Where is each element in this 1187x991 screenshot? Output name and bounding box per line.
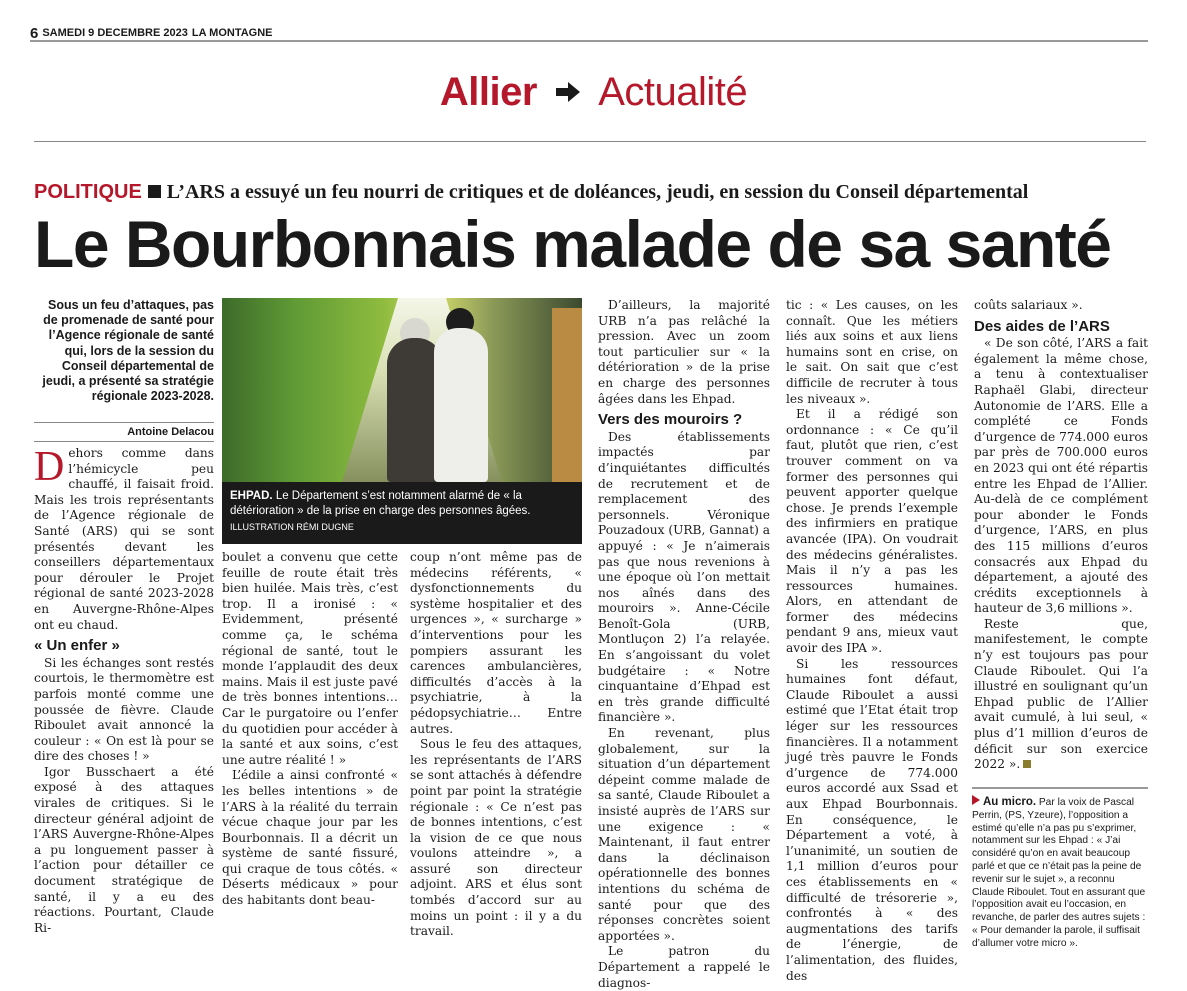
- kicker-tag: POLITIQUE: [34, 181, 142, 203]
- info-text: Par la voix de Pascal Perrin, (PS, Yzeure), l’opposition a estimé qu’elle n’a pas pu s’exprimer, notamment sur les Ehpad : « J’ai considéré qu’on en avait beaucoup parlé et que ce n’était pas la peine de revenir sur le sujet », a reconnu Claude Riboulet. Tout en assurant que l’opposition avait eu l’occasion, en revanche, de parler des autres sujets : « Pour demander la parole, il suffisait d’allumer votre micro ».: [972, 797, 1146, 949]
- paragraph: Et il a rédigé son ordonnance : « Ce qu’il faut, plutôt que rien, c’est trouver comment on va former des personnes qui peuvent apporter quelque chose. Je prends l’exemple des infirmiers en pratique avancée (IPA). On voudrait des médecins généralistes. Mais il n’y a pas les ressources humaines. Alors, en attendant de former des médecins pendant 9 ans, mieux vaut avoir des IPA ».: [786, 407, 958, 656]
- kicker-text: L’ARS a essuyé un feu nourri de critiques et de doléances, jeudi, en session du Conseil départemental: [166, 181, 1029, 203]
- paragraph: « De son côté, l’ARS a fait également la même chose, a tenu à contextualiser Raphaël Glabi, directeur Autonomie de l’ARS. Elle a complété ce Fonds d’urgence de 774.000 euros par près de 700.000 euros en 2023 qui ont été répartis entre les Ehpad de l’Allier. Au-delà de ce complément pour abonder le Fonds d’urgence, l’ARS, en plus des 115 millions d’euros consacrés aux Ehpad du département, a ajouté des crédits exceptionnels à hauteur de 3,6 millions ».: [974, 336, 1148, 616]
- end-mark-icon: [1023, 760, 1031, 768]
- article-lead: Sous un feu d’attaques, pas de promenade de santé pour l’Agence régionale de santé qui, lors de la session du Conseil départemental de jeudi, a présenté sa stratégie régionale 2023-2028.: [42, 298, 214, 404]
- paragraph: ehors comme dans l’hémicycle peu chauffé, il faisait froid. Mais les trois représentants de l’Agence régionale de Santé (ARS) qui se sont présentés devant les conseillers départementaux pour dérouler le Projet régional de santé 2023-2028 en Auvergne-Rhône-Alpes ont eu chaud.: [34, 446, 214, 632]
- paragraph: coûts salariaux ».: [974, 298, 1083, 312]
- article-column-2: [222, 550, 398, 909]
- article-column-6: [974, 298, 1148, 773]
- divider: [34, 141, 1146, 142]
- article-photo: [222, 298, 582, 482]
- section-rubric: [0, 70, 1187, 115]
- subheading: « Un enfer »: [34, 637, 120, 655]
- paragraph: Reste que, manifestement, le compte n’y est toujours pas pour Claude Riboulet. Qui l’a illustré en soulignant qu’un Ehpad public de l’Allier avait cumulé, à lui seul, « plus d’1 million d’euros de déficit sur son exercice 2022 ».: [974, 616, 1148, 772]
- page-date: SAMEDI 9 DECEMBRE 2023: [42, 27, 188, 39]
- arrow-right-icon: [972, 795, 980, 805]
- photo-caption: [222, 482, 582, 544]
- page-number: 6: [30, 24, 39, 42]
- paragraph: Si les ressources humaines font défaut, Claude Riboulet a aussi estimé que l’Etat était trop léger sur les ressources financières. Il a notamment jugé très pauvre le Fonds d’urgence de 774.000 euros accordé aux Ssad et aux Ehpad Bourbonnais. En conséquence, le Département a voté, à l’unanimité, un soutien de 1,1 million d’euros pour ces établissements en « difficulté de trésorerie », confrontés à « des augmentations des tarifs de l’énergie, de l’alimentation, des fluides, des: [786, 656, 958, 983]
- subheading: Vers des mouroirs ?: [598, 411, 743, 429]
- paragraph: L’édile a ainsi confronté « les belles intentions » de l’ARS à la réalité du terrain vécue chaque jour par les Bourbonnais. Il a décrit un système de santé fissuré, qui craque de tous côtés. « Déserts médicaux » pour des habitants dont beau-: [222, 768, 398, 908]
- article-column-3: [410, 550, 582, 940]
- paragraph: Sous le feu des attaques, les représentants de l’ARS se sont attachés à défendre point par point la stratégie régionale : « Ce n’est pas de bonnes intentions, c’est la vision de ce que nous voulons atteindre », a assuré son directeur adjoint. ARS et élus sont tombés d’accord sur au moins un point : il y a du travail.: [410, 737, 582, 939]
- info-box: [972, 787, 1148, 951]
- paragraph: D’ailleurs, la majorité URB n’a pas relâché la pression. Avec un zoom tout particulier sur « la détérioration » de la prise en charge des personnes âgées dans les Ehpad.: [598, 298, 770, 406]
- article-column-5: [786, 298, 958, 984]
- paragraph: Le patron du Département a rappelé le diagnos-: [598, 944, 770, 990]
- newspaper-name: LA MONTAGNE: [191, 27, 273, 39]
- rubric-section: Actualité: [598, 70, 748, 114]
- paragraph: En revenant, plus globalement, sur la situation d’un département dépeint comme malade de sa santé, Claude Riboulet a insisté auprès de l’ARS sur une exigence : « Maintenant, il faut entrer dans la déclinaison opérationnelle des bonnes intentions du schéma de santé pour que des réponses concrètes soient apportées ».: [598, 726, 770, 943]
- caption-text: Le Département s’est notamment alarmé de « la détérioration » de la prise en charge des personnes âgées.: [230, 490, 531, 517]
- rubric-region: Allier: [439, 70, 537, 114]
- paragraph: boulet a convenu que cette feuille de route était très bien huilée. Mais très, c’est trop. Il a ironisé : « Evidemment, présenté comme ça, le schéma régional de santé, tout le monde l’applaudit des deux mains. Mais il est juste pavé de très bonnes intentions… Car le purgatoire ou l’enfer du quotidien pour accéder à la santé et aux soins, c’est une autre réalité ! »: [222, 550, 398, 767]
- paragraph: coup n’ont même pas de médecins référents, « dysfonctionnements du système hospitalier et des urgences », « surcharge » d’interventions pour les pompiers assurant les carences ambulancières, difficultés d’accès à la psychiatrie, à la pédopsychiatrie… Entre autres.: [410, 550, 582, 736]
- paragraph: tic : « Les causes, on les connaît. Que les métiers liés aux soins et aux liens humains sont en crise, on le sait. On sait que c’est difficile de recruter à tous les niveaux ».: [786, 298, 958, 406]
- info-heading: Au micro.: [983, 796, 1037, 808]
- page-header: [30, 26, 1148, 42]
- photo-credit: ILLUSTRATION RÉMI DUGNE: [230, 522, 354, 532]
- arrow-right-icon: [554, 80, 582, 104]
- kicker: [34, 181, 1028, 204]
- article-column-4: [598, 298, 770, 991]
- article-title: Le Bourbonnais malade de sa santé: [34, 207, 1111, 281]
- drop-cap: D: [34, 444, 65, 490]
- author-byline: Antoine Delacou: [34, 422, 214, 442]
- paragraph: Si les échanges sont restés courtois, le thermomètre est parfois monté comme une poussée de fièvre. Claude Riboulet avait annoncé la couleur : « On est là pour se dire des choses ! »: [34, 655, 214, 764]
- paragraph: Igor Busschaert a été exposé à des attaques virales de critiques. Si le directeur général adjoint de l’ARS Auvergne-Rhône-Alpes a pu longuement passer à l’action pour détailler ce document stratégique de santé, il y a eu des réactions. Pourtant, Claude Ri-: [34, 764, 214, 935]
- caption-label: EHPAD.: [230, 490, 273, 502]
- article-column-1: [34, 446, 214, 936]
- square-bullet-icon: [148, 185, 161, 198]
- paragraph: Des établissements impactés par d’inquiétantes difficultés de recrutement et de remplacement des personnels. Véronique Pouzadoux (URB, Gannat) a appuyé : « Je n’aimerais pas que nous revenions à une époque où l’on mettait nos aînés dans des mouroirs ». Anne-Cécile Benoît-Gola (URB, Montluçon 2) l’a relayée. En s’angoissant du volet budgétaire : « Notre cinquantaine d’Ehpad est en très grande difficulté financière ».: [598, 429, 770, 725]
- subheading: Des aides de l’ARS: [974, 317, 1110, 335]
